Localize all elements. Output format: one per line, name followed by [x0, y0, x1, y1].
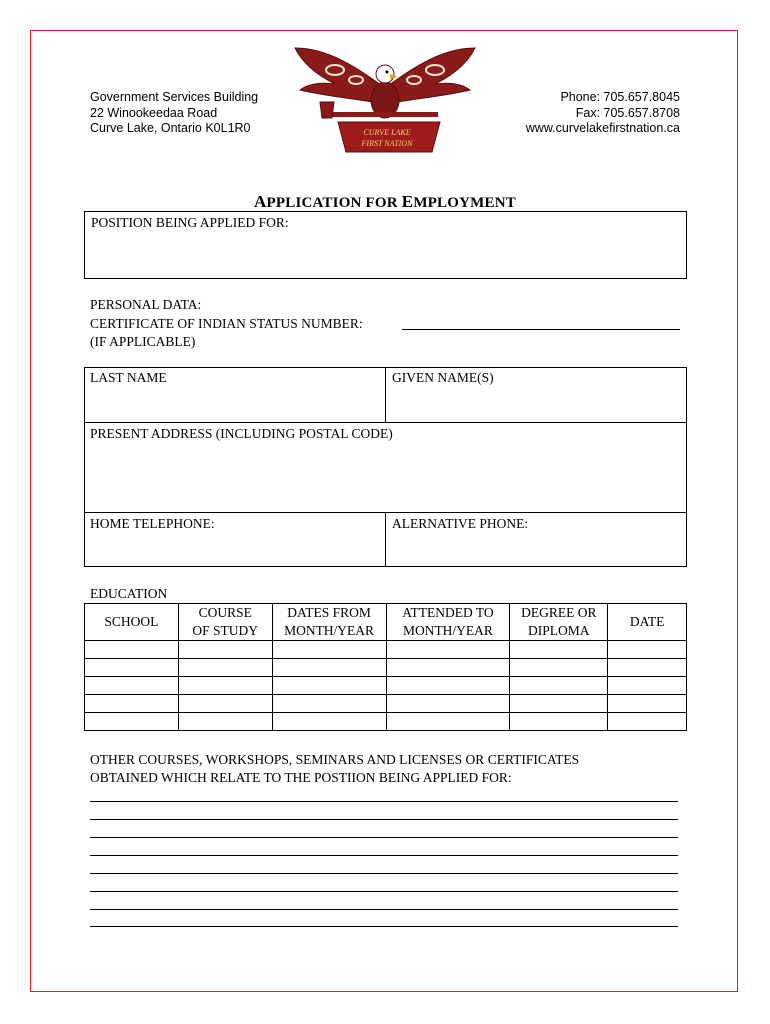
col-school: SCHOOL: [85, 604, 179, 641]
given-names-field[interactable]: [386, 367, 687, 423]
table-cell[interactable]: [386, 677, 510, 695]
logo-text-line2: FIRST NATION: [361, 139, 413, 148]
table-row: [85, 713, 687, 731]
status-number-note: (IF APPLICABLE): [90, 334, 196, 349]
status-number-label: CERTIFICATE OF INDIAN STATUS NUMBER:: [90, 316, 363, 331]
address-line: Curve Lake, Ontario K0L1R0: [90, 121, 251, 135]
last-name-field[interactable]: [84, 367, 386, 423]
home-telephone-field[interactable]: [84, 513, 386, 567]
table-cell[interactable]: [178, 659, 272, 677]
table-row: [85, 659, 687, 677]
col-degree: DEGREE OR DIPLOMA: [510, 604, 608, 641]
table-cell[interactable]: [85, 713, 179, 731]
status-number-input[interactable]: [402, 329, 680, 330]
organization-contact: [526, 90, 680, 137]
table-cell[interactable]: [178, 677, 272, 695]
table-cell[interactable]: [608, 641, 687, 659]
table-cell[interactable]: [272, 713, 386, 731]
education-table: [84, 603, 687, 731]
website-line: www.curvelakefirstnation.ca: [525, 121, 680, 135]
education-header-row: [85, 604, 687, 641]
logo-text-line1: CURVE LAKE: [363, 128, 411, 137]
table-cell[interactable]: [272, 677, 386, 695]
answer-line[interactable]: [90, 909, 678, 910]
other-courses-line1: OTHER COURSES, WORKSHOPS, SEMINARS AND LICENSES OR CERTIFICATES: [90, 752, 580, 767]
table-cell[interactable]: [85, 659, 179, 677]
page-title: APPLICATION FOR EMPLOYMENT: [254, 192, 516, 211]
table-cell[interactable]: [510, 677, 608, 695]
address-line: Government Services Building: [90, 90, 259, 104]
eagle-pipe-logo-icon: [290, 40, 480, 160]
phone-line: Phone: 705.657.8045: [560, 90, 680, 104]
table-row: [85, 695, 687, 713]
last-name-label: LAST NAME: [90, 370, 167, 385]
table-cell[interactable]: [510, 641, 608, 659]
fax-line: Fax: 705.657.8708: [575, 105, 680, 120]
col-course: COURSE OF STUDY: [178, 604, 272, 641]
given-names-label: GIVEN NAME(S): [392, 370, 494, 385]
present-address-field[interactable]: [84, 423, 687, 513]
col-date: DATE: [608, 604, 687, 641]
answer-line[interactable]: [90, 819, 678, 820]
table-row: [85, 677, 687, 695]
answer-line[interactable]: [90, 926, 678, 927]
personal-data-heading: PERSONAL DATA:: [90, 297, 202, 312]
col-dates-from: DATES FROM MONTH/YEAR: [272, 604, 386, 641]
table-cell[interactable]: [178, 641, 272, 659]
table-cell[interactable]: [178, 713, 272, 731]
table-cell[interactable]: [85, 695, 179, 713]
table-cell[interactable]: [85, 641, 179, 659]
table-cell[interactable]: [386, 713, 510, 731]
table-cell[interactable]: [510, 695, 608, 713]
answer-line[interactable]: [90, 873, 678, 874]
answer-line[interactable]: [90, 801, 678, 802]
table-cell[interactable]: [608, 713, 687, 731]
alternative-phone-label: ALERNATIVE PHONE:: [392, 516, 529, 531]
alternative-phone-field[interactable]: [386, 513, 687, 567]
table-cell[interactable]: [272, 695, 386, 713]
position-label: POSITION BEING APPLIED FOR:: [91, 215, 289, 230]
table-cell[interactable]: [510, 713, 608, 731]
table-cell[interactable]: [608, 677, 687, 695]
address-line: 22 Winookeedaa Road: [90, 105, 218, 120]
other-courses-line2: OBTAINED WHICH RELATE TO THE POSTIION BEING APPLIED FOR:: [90, 770, 512, 785]
organization-address: [90, 90, 258, 137]
table-cell[interactable]: [608, 659, 687, 677]
table-cell[interactable]: [272, 659, 386, 677]
table-cell[interactable]: [85, 677, 179, 695]
table-cell[interactable]: [386, 659, 510, 677]
answer-line[interactable]: [90, 891, 678, 892]
table-cell[interactable]: [386, 695, 510, 713]
table-row: [85, 641, 687, 659]
table-cell[interactable]: [272, 641, 386, 659]
answer-line[interactable]: [90, 855, 678, 856]
table-cell[interactable]: [178, 695, 272, 713]
education-heading: EDUCATION: [90, 586, 168, 601]
position-field[interactable]: [84, 211, 687, 279]
table-cell[interactable]: [510, 659, 608, 677]
table-cell[interactable]: [386, 641, 510, 659]
table-cell[interactable]: [608, 695, 687, 713]
col-attended-to: ATTENDED TO MONTH/YEAR: [386, 604, 510, 641]
home-telephone-label: HOME TELEPHONE:: [90, 516, 215, 531]
answer-line[interactable]: [90, 837, 678, 838]
present-address-label: PRESENT ADDRESS (INCLUDING POSTAL CODE): [90, 426, 393, 441]
